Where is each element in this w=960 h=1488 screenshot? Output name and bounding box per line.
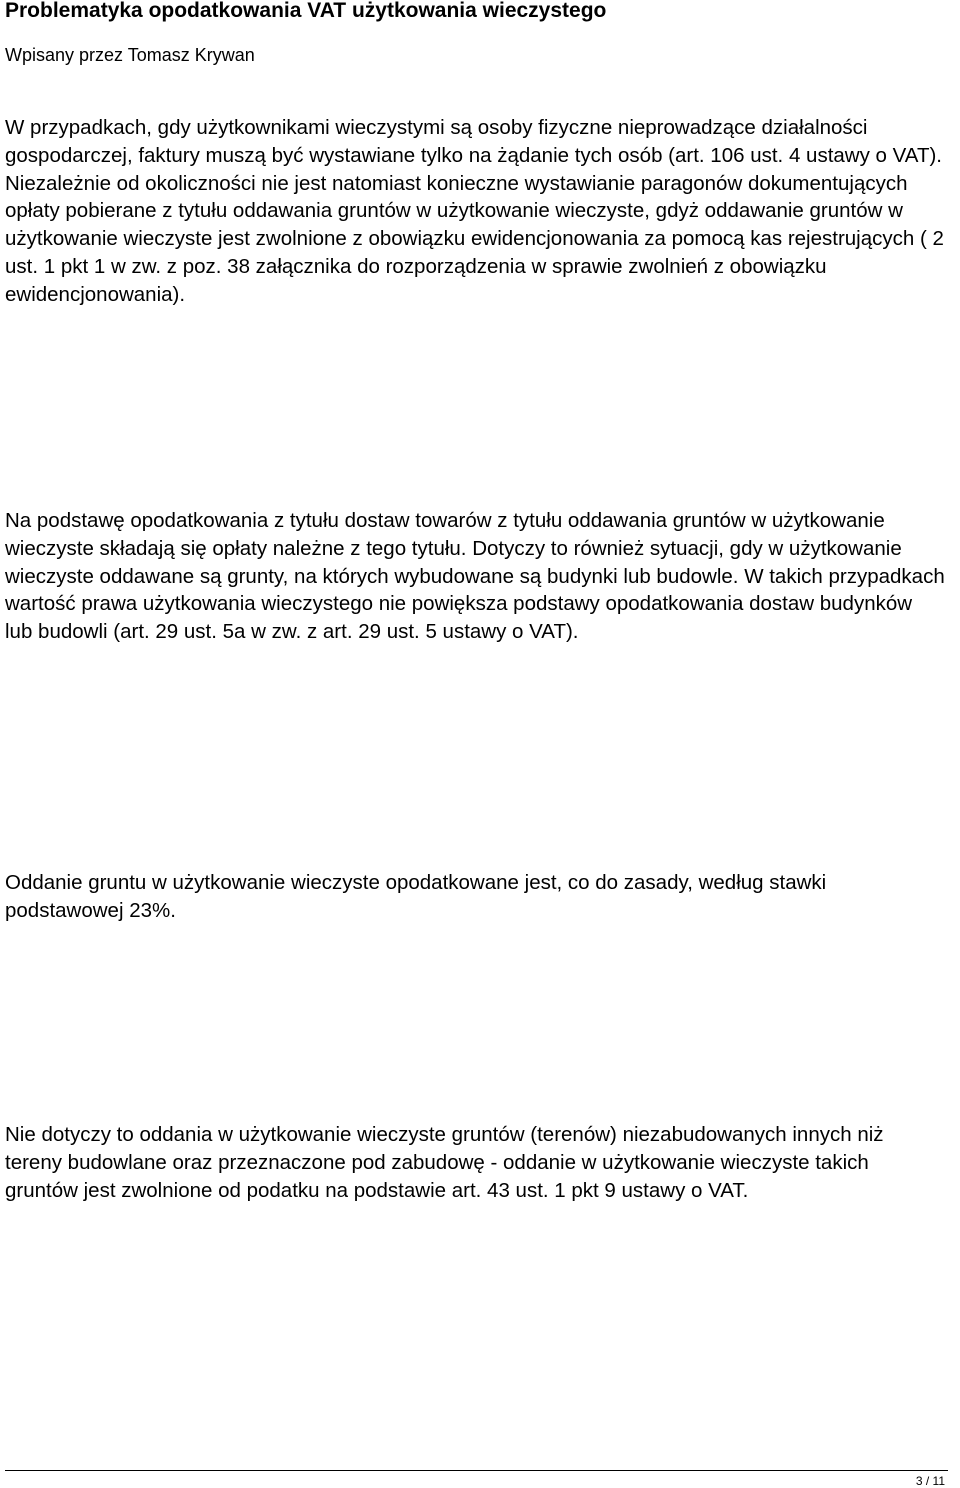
paragraph-invoices-and-receipts: W przypadkach, gdy użytkownikami wieczystymi są osoby fizyczne nieprowadzące działalności gospodarczej, faktury muszą być wystawiane tylko na żądanie tych osób (art. 106 ust. 4 ustawy o VAT). Niezależnie od okoliczności nie jest natomiast konieczne wystawianie paragonów dokumentujących opłaty pobierane z tytułu oddawania gruntów w użytkowanie wieczyste, gdyż oddawanie gruntów w użytkowanie wieczyste jest zwolnione z obowiązku ewidencjonowania za pomocą kas rejestrujących ( 2 ust. 1 pkt 1 w zw. z poz. 38 załącznika do rozporządzenia w sprawie zwolnień z obowiązku ewidencjonowania). bbox=[5, 116, 944, 306]
document-title: Problematyka opodatkowania VAT użytkowania wieczystego bbox=[5, 0, 607, 22]
author-line: Wpisany przez Tomasz Krywan bbox=[5, 45, 255, 65]
page-number: 3 / 11 bbox=[915, 1474, 945, 1488]
paragraph-tax-base: Na podstawę opodatkowania z tytułu dostaw towarów z tytułu oddawania gruntów w użytkowanie wieczyste składają się opłaty należne z tego tytułu. Dotyczy to również sytuacji, gdy w użytkowanie wieczyste oddawane są grunty, na których wybudowane są budynki lub budowle. W takich przypadkach wartość prawa użytkowania wieczystego nie powiększa podstawy opodatkowania dostaw budynków lub budowli (art. 29 ust. 5a w zw. z art. 29 ust. 5 ustawy o VAT). bbox=[5, 509, 945, 644]
paragraph-tax-rate: Oddanie gruntu w użytkowanie wieczyste opodatkowane jest, co do zasady, według stawki podstawowej 23%. bbox=[5, 871, 827, 922]
paragraph-exemption: Nie dotyczy to oddania w użytkowanie wieczyste gruntów (terenów) niezabudowanych innych niż tereny budowlane oraz przeznaczone pod zabudowę - oddanie w użytkowanie wieczyste takich gruntów jest zwolnione od podatku na podstawie art. 43 ust. 1 pkt 9 ustawy o VAT. bbox=[5, 1123, 884, 1202]
footer-divider bbox=[5, 1470, 948, 1471]
